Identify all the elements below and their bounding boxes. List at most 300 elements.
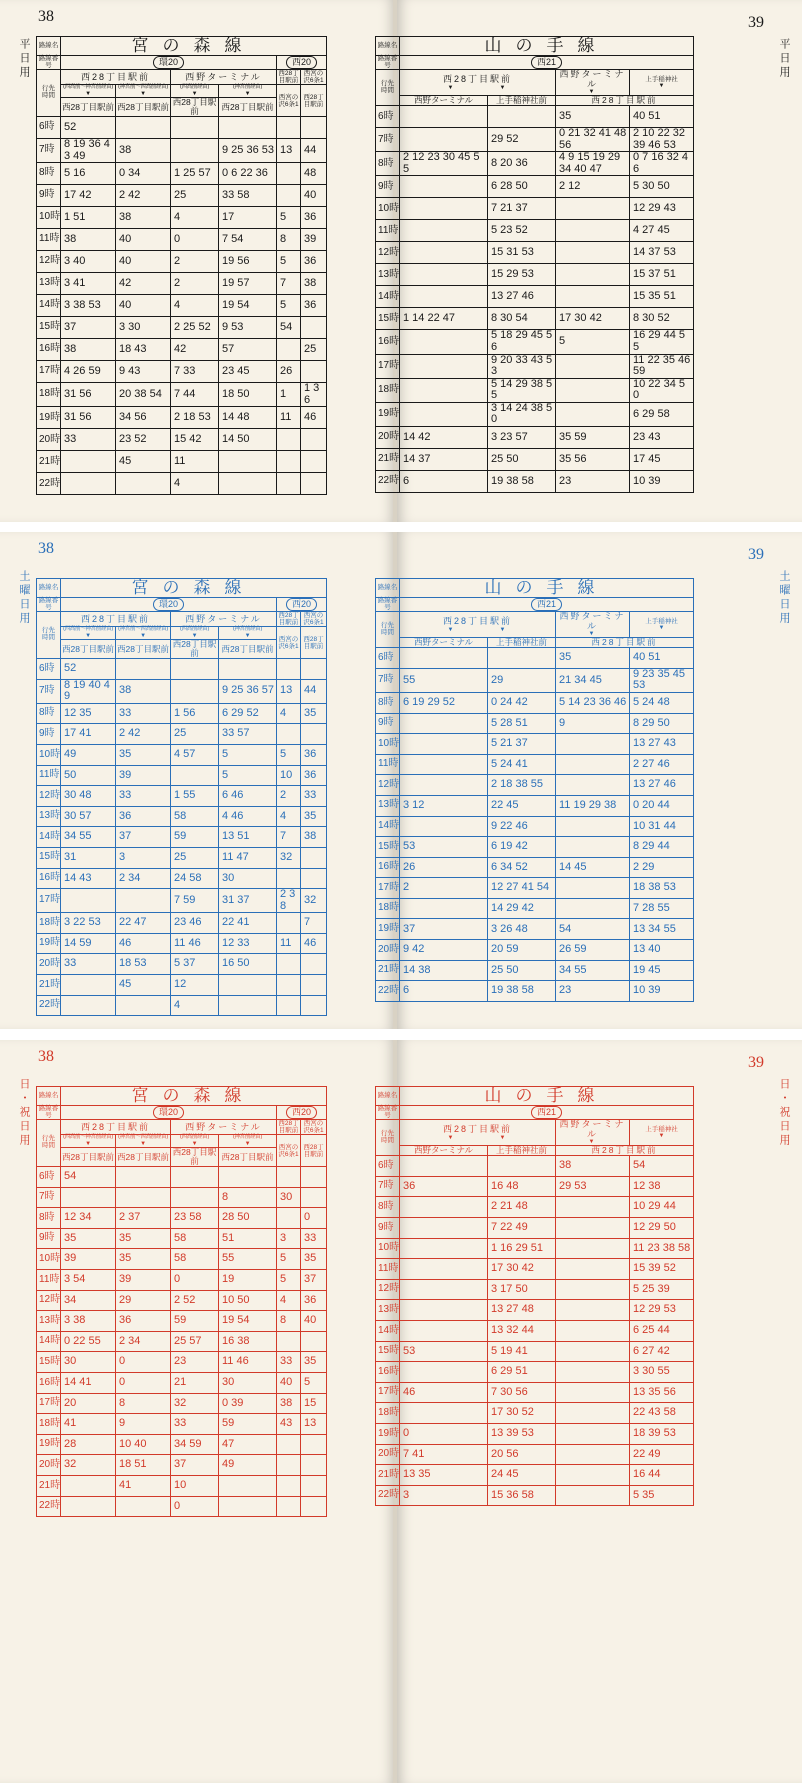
day-type-label: 平日用 <box>18 38 31 80</box>
departure-minutes-cell <box>219 1496 277 1517</box>
departure-minutes-cell: 53 <box>400 1341 488 1362</box>
hour-label-cell: 18時 <box>376 1403 400 1424</box>
departure-minutes-cell: 1 16 29 51 <box>488 1238 556 1259</box>
departure-minutes-cell: 14 48 <box>219 407 277 429</box>
departure-minutes-cell: 13 27 48 <box>488 1300 556 1321</box>
departure-minutes-cell: 31 56 <box>61 383 116 407</box>
departure-minutes-cell: 6 28 50 <box>488 176 556 198</box>
departure-minutes-cell: 26 <box>400 857 488 878</box>
departure-minutes-cell: 13 27 46 <box>488 286 556 308</box>
departure-minutes-cell <box>400 128 488 152</box>
departure-minutes-cell <box>116 659 171 680</box>
departure-minutes-cell <box>277 1208 301 1229</box>
departure-minutes-cell: 4 <box>171 473 219 495</box>
departure-minutes-cell: 36 <box>301 765 327 786</box>
departure-minutes-cell: 45 <box>116 451 171 473</box>
departure-minutes-cell: 23 58 <box>171 1208 219 1229</box>
departure-minutes-cell: 30 57 <box>61 806 116 827</box>
hour-row <box>37 451 327 473</box>
departure-minutes-cell: 18 43 <box>116 339 171 361</box>
departure-minutes-cell: 15 36 58 <box>488 1485 556 1506</box>
departure-minutes-cell: 55 <box>219 1249 277 1270</box>
departure-minutes-cell: 9 43 <box>116 361 171 383</box>
departure-minutes-cell: 3 41 <box>61 273 116 295</box>
departure-minutes-cell: 9 25 36 53 <box>219 139 277 163</box>
departure-minutes-cell: 46 <box>400 1382 488 1403</box>
hour-row <box>37 163 327 185</box>
hour-label-cell: 16時 <box>376 857 400 878</box>
departure-minutes-cell: 0 6 22 36 <box>219 163 277 185</box>
hour-label-cell: 18時 <box>376 898 400 919</box>
destination-header: 上手稲神社 ▼ <box>630 1120 694 1146</box>
hour-row <box>37 1352 327 1373</box>
departure-minutes-cell: 5 21 37 <box>488 734 556 755</box>
departure-minutes-cell: 38 <box>61 339 116 361</box>
departure-minutes-cell: 2 12 23 30 45 55 <box>400 152 488 176</box>
departure-minutes-cell <box>61 889 116 913</box>
departure-minutes-cell <box>171 765 219 786</box>
hour-label-cell: 16時 <box>37 868 61 889</box>
departure-minutes-cell: 38 <box>556 1156 630 1177</box>
departure-minutes-cell <box>556 1465 630 1486</box>
via-note: (神宮前〜西高前経由) ▼ <box>116 85 171 98</box>
hour-label-cell: 21時 <box>376 1465 400 1486</box>
hour-row <box>376 878 694 899</box>
departure-minutes-cell: 10 39 <box>630 981 694 1002</box>
departure-minutes-cell <box>556 1341 630 1362</box>
departure-minutes-cell: 12 <box>171 974 219 995</box>
departure-minutes-cell: 40 <box>301 1311 327 1332</box>
departure-minutes-cell: 3 30 <box>116 317 171 339</box>
departure-minutes-cell: 4 26 59 <box>61 361 116 383</box>
departure-minutes-cell: 14 42 <box>400 426 488 448</box>
stop-header: 西28丁目駅前 <box>171 1148 219 1167</box>
stop-header: 上手稲神社前 <box>488 1146 556 1156</box>
departure-minutes-cell: 2 10 22 32 39 46 53 <box>630 128 694 152</box>
departure-minutes-cell: 18 38 53 <box>630 878 694 899</box>
departure-minutes-cell <box>219 451 277 473</box>
hour-label-cell: 14時 <box>37 295 61 317</box>
departure-minutes-cell: 5 <box>219 765 277 786</box>
departure-minutes-cell: 49 <box>61 744 116 765</box>
down-arrow-icon: ▼ <box>244 91 251 98</box>
departure-minutes-cell: 33 <box>116 703 171 724</box>
departure-minutes-cell: 5 24 41 <box>488 754 556 775</box>
day-type-label: 土曜日用 <box>778 570 791 626</box>
departure-minutes-cell: 38 <box>301 827 327 848</box>
departure-minutes-cell: 31 56 <box>61 407 116 429</box>
departure-minutes-cell: 1 55 <box>171 786 219 807</box>
departure-minutes-cell: 54 <box>556 919 630 940</box>
hour-row <box>37 207 327 229</box>
hour-row <box>376 1403 694 1424</box>
departure-minutes-cell: 13 39 53 <box>488 1423 556 1444</box>
departure-minutes-cell <box>277 473 301 495</box>
departure-minutes-cell: 38 <box>116 207 171 229</box>
departure-minutes-cell <box>400 898 488 919</box>
down-arrow-icon: ▼ <box>244 1141 251 1148</box>
departure-minutes-cell <box>301 361 327 383</box>
departure-minutes-cell: 25 57 <box>171 1331 219 1352</box>
departure-minutes-cell: 35 <box>301 1249 327 1270</box>
departure-minutes-cell: 4 <box>277 703 301 724</box>
hour-row <box>376 1300 694 1321</box>
departure-minutes-cell <box>301 1455 327 1476</box>
departure-minutes-cell: 6 34 52 <box>488 857 556 878</box>
hour-row <box>37 1496 327 1517</box>
hour-label-cell: 12時 <box>376 775 400 796</box>
destination-hour-label <box>376 612 400 648</box>
departure-minutes-cell: 33 <box>301 1228 327 1249</box>
departure-minutes-cell: 16 29 44 55 <box>630 330 694 354</box>
page-number: 39 <box>748 14 764 31</box>
departure-minutes-cell <box>277 974 301 995</box>
departure-minutes-cell: 28 <box>61 1434 116 1455</box>
destination-header: 西28丁目駅前 <box>61 1120 171 1135</box>
departure-minutes-cell: 35 59 <box>556 426 630 448</box>
departure-minutes-cell: 38 <box>116 139 171 163</box>
hour-row <box>37 913 327 934</box>
departure-minutes-cell: 7 54 <box>219 229 277 251</box>
hour-row <box>376 198 694 220</box>
down-arrow-icon: ▼ ▼ <box>447 1134 508 1141</box>
departure-minutes-cell: 51 <box>219 1228 277 1249</box>
departure-minutes-cell <box>556 402 630 426</box>
line-title: 宮の森線 <box>61 37 327 56</box>
departure-minutes-cell: 42 <box>116 273 171 295</box>
via-note: (西高前〜神宮前経由) ▼ <box>61 627 116 640</box>
departure-minutes-cell: 23 <box>171 1352 219 1373</box>
hour-row <box>37 1331 327 1352</box>
departure-minutes-cell <box>556 1300 630 1321</box>
down-arrow-icon: ▼ <box>140 91 146 98</box>
departure-minutes-cell: 18 50 <box>219 383 277 407</box>
left-page <box>0 0 395 522</box>
departure-minutes-cell: 29 52 <box>488 128 556 152</box>
departure-minutes-cell: 5 25 39 <box>630 1279 694 1300</box>
departure-minutes-cell <box>301 954 327 975</box>
departure-minutes-cell: 23 <box>556 470 630 492</box>
departure-minutes-cell: 2 25 52 <box>171 317 219 339</box>
departure-minutes-cell <box>556 898 630 919</box>
departure-minutes-cell: 9 23 35 45 53 <box>630 668 694 692</box>
departure-minutes-cell <box>556 1238 630 1259</box>
down-arrow-icon: ▼ <box>191 91 198 98</box>
destination-header: 西宮の沢6条1 <box>301 70 327 85</box>
departure-minutes-cell <box>400 106 488 128</box>
departure-minutes-cell <box>400 264 488 286</box>
hour-label-cell: 16時 <box>376 1362 400 1383</box>
departure-minutes-cell: 2 18 53 <box>171 407 219 429</box>
departure-minutes-cell: 29 53 <box>556 1176 630 1197</box>
hour-row <box>37 1455 327 1476</box>
departure-minutes-cell: 11 <box>277 933 301 954</box>
hour-row <box>376 734 694 755</box>
departure-minutes-cell: 35 <box>556 648 630 669</box>
departure-minutes-cell: 15 37 51 <box>630 264 694 286</box>
hour-label-cell: 8時 <box>37 163 61 185</box>
line-title: 宮の森線 <box>61 579 327 598</box>
right-page <box>377 0 802 522</box>
hour-label-cell: 21時 <box>37 451 61 473</box>
hour-row <box>376 692 694 713</box>
down-arrow-icon: ▼ <box>658 1133 665 1140</box>
departure-minutes-cell <box>556 378 630 402</box>
hour-label-cell: 12時 <box>376 1279 400 1300</box>
stop-header: 西28丁目駅前 <box>61 1148 116 1167</box>
hour-label-cell: 10時 <box>376 198 400 220</box>
departure-minutes-cell: 2 42 <box>116 724 171 745</box>
departure-minutes-cell: 15 31 53 <box>488 242 556 264</box>
hour-row <box>376 402 694 426</box>
hour-row <box>37 229 327 251</box>
departure-minutes-cell: 1 <box>277 383 301 407</box>
line-title: 山の手線 <box>400 1087 694 1106</box>
departure-minutes-cell: 8 <box>277 1311 301 1332</box>
departure-minutes-cell: 54 <box>277 317 301 339</box>
departure-minutes-cell <box>171 1187 219 1208</box>
hour-label-cell: 13時 <box>37 273 61 295</box>
departure-minutes-cell: 12 35 <box>61 703 116 724</box>
departure-minutes-cell: 16 48 <box>488 1176 556 1197</box>
departure-minutes-cell <box>277 995 301 1016</box>
departure-minutes-cell: 9 <box>556 713 630 734</box>
departure-minutes-cell <box>488 106 556 128</box>
departure-minutes-cell: 15 29 53 <box>488 264 556 286</box>
departure-minutes-cell: 40 <box>116 295 171 317</box>
departure-minutes-cell <box>277 1496 301 1517</box>
departure-minutes-cell: 12 29 53 <box>630 1300 694 1321</box>
line-name-label: 路線名 <box>376 37 400 56</box>
hour-label-cell: 19時 <box>376 1423 400 1444</box>
line-name-label: 路線名 <box>37 1087 61 1106</box>
departure-minutes-cell: 19 38 58 <box>488 470 556 492</box>
departure-minutes-cell: 0 <box>301 1208 327 1229</box>
hour-label-cell: 6時 <box>376 648 400 669</box>
hour-label-cell: 16時 <box>37 1373 61 1394</box>
route-number-label: 路線番号 <box>376 597 400 612</box>
departure-minutes-cell: 3 40 <box>61 251 116 273</box>
hour-label-cell: 21時 <box>376 960 400 981</box>
departure-minutes-cell: 7 <box>301 913 327 934</box>
departure-minutes-cell <box>301 1475 327 1496</box>
hour-label: 時間 <box>42 92 55 100</box>
departure-minutes-cell: 58 <box>171 806 219 827</box>
departure-minutes-cell: 12 27 41 54 <box>488 878 556 899</box>
stop-header: 西28丁目駅前 <box>116 1148 171 1167</box>
departure-minutes-cell: 12 33 <box>219 933 277 954</box>
departure-minutes-cell <box>116 1496 171 1517</box>
departure-minutes-cell: 19 57 <box>219 273 277 295</box>
departure-minutes-cell: 0 22 55 <box>61 1331 116 1352</box>
departure-minutes-cell: 3 12 <box>400 795 488 816</box>
departure-minutes-cell <box>61 1496 116 1517</box>
down-arrow-icon: ▼ <box>140 633 146 640</box>
departure-minutes-cell <box>277 1167 301 1188</box>
page-number: 38 <box>38 8 54 25</box>
departure-minutes-cell: 13 <box>277 139 301 163</box>
departure-minutes-cell: 36 <box>301 207 327 229</box>
departure-minutes-cell: 7 44 <box>171 383 219 407</box>
hour-row <box>37 473 327 495</box>
departure-minutes-cell: 9 <box>116 1414 171 1435</box>
hour-label-cell: 22時 <box>37 995 61 1016</box>
departure-minutes-cell: 13 27 43 <box>630 734 694 755</box>
route-badge-nishi21: 西21 <box>531 1106 562 1119</box>
hour-label-cell: 9時 <box>376 713 400 734</box>
hour-row <box>376 919 694 940</box>
departure-minutes-cell <box>556 354 630 378</box>
via-note: (西高前経由) ▼ <box>171 627 219 640</box>
miyanomori-line-table <box>36 1086 327 1517</box>
hour-row <box>37 933 327 954</box>
day-type-label: 日・祝日用 <box>18 1078 31 1148</box>
yamanote-line-table <box>375 36 694 493</box>
departure-minutes-cell <box>400 1279 488 1300</box>
departure-minutes-cell: 2 <box>277 786 301 807</box>
destination-header: 西28丁目駅前 <box>61 612 171 627</box>
departure-minutes-cell: 11 <box>277 407 301 429</box>
departure-minutes-cell <box>301 1331 327 1352</box>
departure-minutes-cell: 25 50 <box>488 448 556 470</box>
for-label: 行先 <box>42 1135 55 1143</box>
departure-minutes-cell: 7 <box>277 273 301 295</box>
departure-minutes-cell: 59 <box>171 1311 219 1332</box>
line-title: 山の手線 <box>400 37 694 56</box>
hour-row <box>376 354 694 378</box>
departure-minutes-cell <box>400 378 488 402</box>
departure-minutes-cell: 5 <box>219 744 277 765</box>
page-number: 38 <box>38 1048 54 1065</box>
departure-minutes-cell: 0 <box>171 1270 219 1291</box>
hour-row <box>376 1156 694 1177</box>
stop-header: 上手稲神社前 <box>488 96 556 106</box>
hour-row <box>376 1485 694 1506</box>
departure-minutes-cell <box>400 402 488 426</box>
departure-minutes-cell: 31 37 <box>219 889 277 913</box>
hour-label-cell: 14時 <box>37 827 61 848</box>
departure-minutes-cell <box>400 775 488 796</box>
destination-header: 西野ターミナル ▼ <box>556 612 630 638</box>
departure-minutes-cell: 21 34 45 <box>556 668 630 692</box>
departure-minutes-cell: 3 17 50 <box>488 1279 556 1300</box>
hour-row <box>37 1414 327 1435</box>
stop-header: 西28丁目駅前 <box>219 98 277 117</box>
departure-minutes-cell: 8 20 36 <box>488 152 556 176</box>
hour-row <box>37 1311 327 1332</box>
departure-minutes-cell: 45 <box>116 974 171 995</box>
hour-row <box>37 806 327 827</box>
hour-row <box>37 847 327 868</box>
departure-minutes-cell: 48 <box>301 163 327 185</box>
hour-label-cell: 9時 <box>37 185 61 207</box>
departure-minutes-cell: 0 24 42 <box>488 692 556 713</box>
departure-minutes-cell <box>219 974 277 995</box>
hour-label-cell: 21時 <box>376 448 400 470</box>
departure-minutes-cell <box>556 1444 630 1465</box>
hour-label-cell: 14時 <box>376 286 400 308</box>
hour-row <box>37 1249 327 1270</box>
hour-label-cell: 11時 <box>376 754 400 775</box>
departure-minutes-cell: 14 59 <box>61 933 116 954</box>
hour-row <box>376 857 694 878</box>
hour-label-cell: 13時 <box>376 795 400 816</box>
departure-minutes-cell: 38 <box>277 1393 301 1414</box>
departure-minutes-cell <box>277 1434 301 1455</box>
destination-header: 上手稲神社 ▼ <box>630 70 694 96</box>
departure-minutes-cell <box>556 1485 630 1506</box>
departure-minutes-cell: 25 50 <box>488 960 556 981</box>
hour-row <box>376 106 694 128</box>
departure-minutes-cell <box>556 754 630 775</box>
departure-minutes-cell: 34 <box>61 1290 116 1311</box>
departure-minutes-cell: 5 19 41 <box>488 1341 556 1362</box>
departure-minutes-cell: 1 36 <box>301 383 327 407</box>
departure-minutes-cell: 41 <box>61 1414 116 1435</box>
departure-minutes-cell <box>277 659 301 680</box>
hour-label-cell: 13時 <box>376 264 400 286</box>
departure-minutes-cell: 35 56 <box>556 448 630 470</box>
departure-minutes-cell <box>556 1362 630 1383</box>
departure-minutes-cell: 57 <box>219 339 277 361</box>
hour-label-cell: 20時 <box>37 954 61 975</box>
departure-minutes-cell <box>400 242 488 264</box>
hour-row <box>37 407 327 429</box>
departure-minutes-cell: 3 30 55 <box>630 1362 694 1383</box>
departure-minutes-cell: 2 34 <box>116 868 171 889</box>
departure-minutes-cell <box>219 995 277 1016</box>
departure-minutes-cell: 7 22 49 <box>488 1218 556 1239</box>
departure-minutes-cell: 19 38 58 <box>488 981 556 1002</box>
destination-header: 西野ターミナル <box>171 612 277 627</box>
hour-row <box>376 128 694 152</box>
hour-label-cell: 6時 <box>37 659 61 680</box>
departure-minutes-cell: 13 51 <box>219 827 277 848</box>
departure-minutes-cell: 6 29 58 <box>630 402 694 426</box>
departure-minutes-cell: 37 <box>171 1455 219 1476</box>
departure-minutes-cell: 11 19 29 38 <box>556 795 630 816</box>
departure-minutes-cell: 5 <box>277 251 301 273</box>
hour-row <box>376 220 694 242</box>
departure-minutes-cell: 25 <box>171 185 219 207</box>
stop-header: 西28丁目駅前 <box>61 640 116 659</box>
departure-minutes-cell: 46 <box>116 933 171 954</box>
hour-row <box>376 448 694 470</box>
departure-minutes-cell: 17 <box>219 207 277 229</box>
departure-minutes-cell: 10 40 <box>116 1434 171 1455</box>
departure-minutes-cell: 22 45 <box>488 795 556 816</box>
hour-label-cell: 6時 <box>376 1156 400 1177</box>
hour-row <box>37 361 327 383</box>
down-arrow-icon: ▼ <box>658 83 665 90</box>
departure-minutes-cell: 4 <box>171 295 219 317</box>
departure-minutes-cell: 0 39 <box>219 1393 277 1414</box>
route-badge-kan20: 環20 <box>153 598 184 611</box>
departure-minutes-cell <box>116 1167 171 1188</box>
destination-header: 西28丁目駅前 <box>278 612 299 627</box>
departure-minutes-cell: 8 <box>116 1393 171 1414</box>
departure-minutes-cell: 5 <box>301 1373 327 1394</box>
departure-minutes-cell: 3 14 24 38 50 <box>488 402 556 426</box>
departure-minutes-cell: 30 <box>219 868 277 889</box>
line-title: 宮の森線 <box>61 1087 327 1106</box>
departure-minutes-cell: 33 <box>61 954 116 975</box>
departure-minutes-cell: 36 <box>301 251 327 273</box>
departure-minutes-cell: 2 12 <box>556 176 630 198</box>
departure-minutes-cell: 20 59 <box>488 940 556 961</box>
departure-minutes-cell: 5 23 52 <box>488 220 556 242</box>
departure-minutes-cell: 41 <box>116 1475 171 1496</box>
